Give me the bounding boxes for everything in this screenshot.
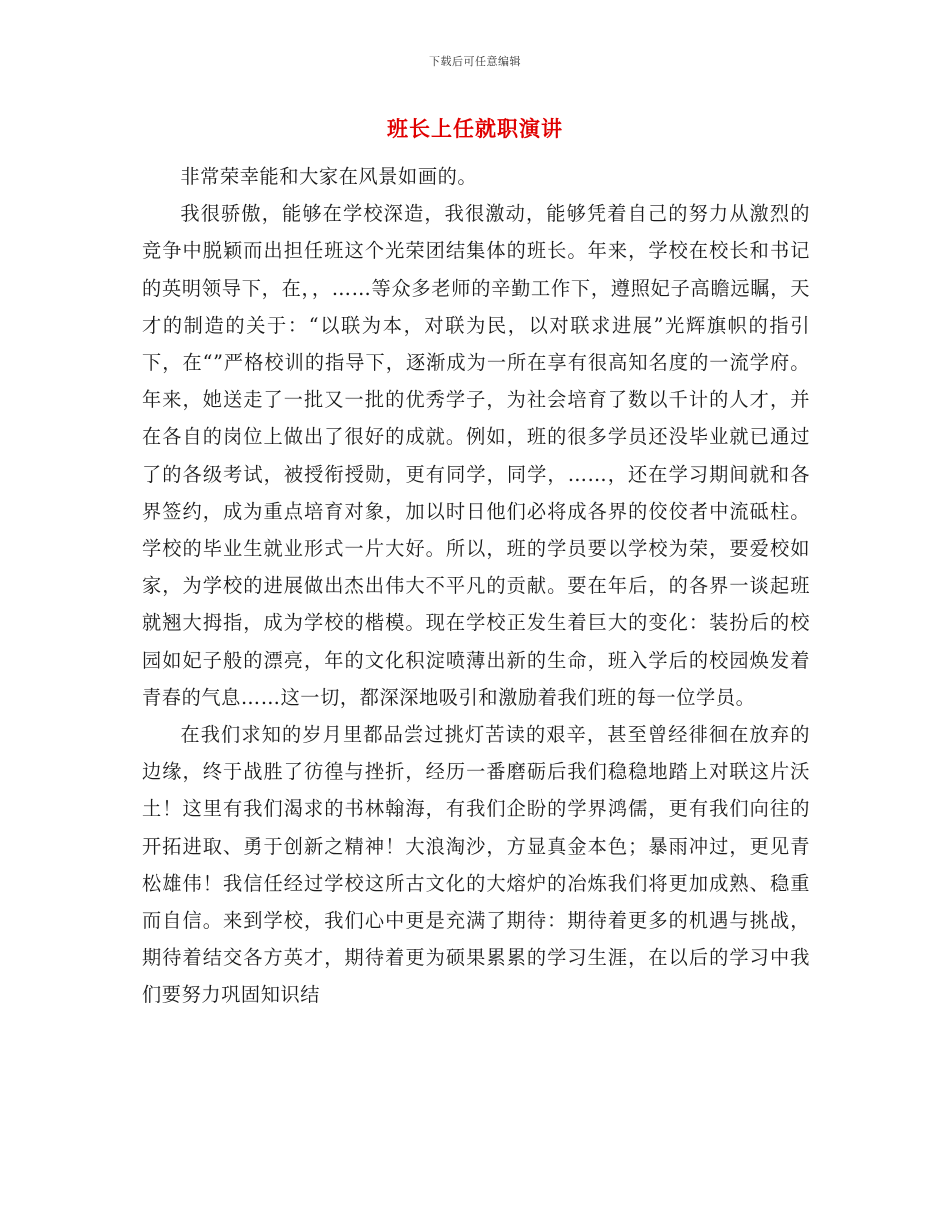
page-title: 班长上任就职演讲 (387, 117, 563, 141)
paragraph-2: 我很骄傲，能够在学校深造，我很激动，能够凭着自己的努力从激烈的竞争中脱颖而出担任班这个光荣团结集体的班长。年来，学校在校长和书记的英明领导下，在，，……等众多老师的辛勤工作下，遵照妃子高瞻远瞩，天才的制造的关于：“以联为本，对联为民，以对联求进展”光辉旗帜的指引下，在“”严格校训的指导下，逐渐成为一所在享有很高知名度的一流学府。年来，她送走了一批又一批的优秀学子，为社会培育了数以千计的人才，并在各自的岗位上做出了很好的成就。例如，班的很多学员还没毕业就已通过了的各级考试，被授衔授勋，更有同学，同学，……，还在学习期间就和各界签约，成为重点培育对象，加以时日他们必将成各界的佼佼者中流砥柱。学校的毕业生就业形式一片大好。所以，班的学员要以学校为荣，要爱校如家，为学校的进展做出杰出伟大不平凡的贡献。要在年后，的各界一谈起班就翘大拇指，成为学校的楷模。现在学校正发生着巨大的变化：装扮后的校园如妃子般的漂亮，年的文化积淀喷薄出新的生命，班入学后的校园焕发着青春的气息……这一切，都深深地吸引和激励着我们班的每一位学员。 (142, 202, 810, 709)
paragraph-1: 非常荣幸能和大家在风景如画的。 (180, 165, 478, 188)
document-body (142, 158, 810, 1014)
header-note: 下载后可任意编辑 (429, 55, 521, 68)
paragraph-3: 在我们求知的岁月里都品尝过挑灯苦读的艰辛，甚至曾经徘徊在放弃的边缘，终于战胜了彷徨与挫折，经历一番磨砺后我们稳稳地踏上对联这片沃土！这里有我们渴求的书林翰海，有我们企盼的学界鸿儒，更有我们向往的开拓进取、勇于创新之精神！大浪淘沙，方显真金本色；暴雨冲过，更见青松雄伟！我信任经过学校这所古文化的大熔炉的冶炼我们将更加成熟、稳重而自信。来到学校，我们心中更是充满了期待：期待着更多的机遇与挑战，期待着结交各方英才，期待着更为硕果累累的学习生涯，在以后的学习中我们要努力巩固知识结 (142, 723, 810, 1007)
